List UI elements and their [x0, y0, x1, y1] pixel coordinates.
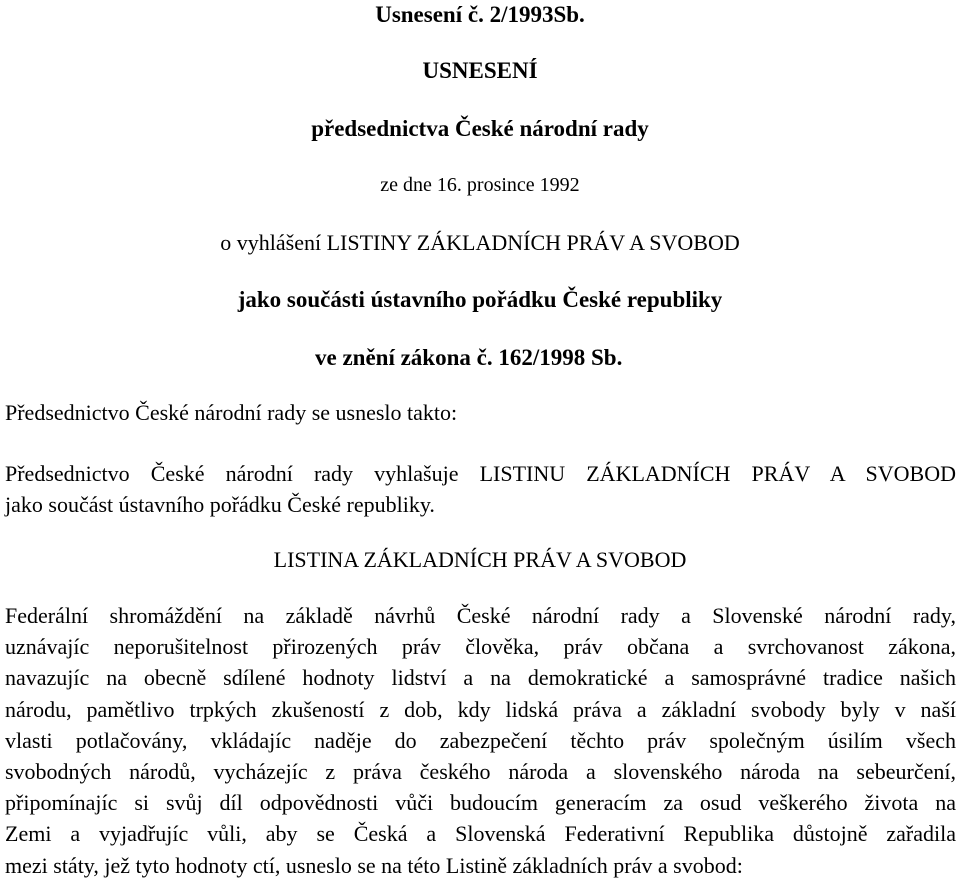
preamble-line: mezi státy, jež tyto hodnoty ctí, usneslo se na této Listině základních práv a svobod:	[5, 852, 743, 878]
resolution-heading: USNESENÍ	[422, 58, 538, 83]
preamble-line: navazujíc na obecně sdílené hodnoty lidství a na demokratické a samosprávné tradice našich	[5, 665, 956, 691]
preamble-line: uznávajíc neporušitelnost přirozených práv člověka, práv občana a svrchovanost zákona,	[5, 634, 956, 660]
issuer-line: předsednictva České národní rady	[311, 116, 649, 141]
proclamation-line: Předsednictvo České národní rady vyhlašuje LISTINU ZÁKLADNÍCH PRÁV A SVOBOD	[5, 461, 956, 486]
preamble-paragraph	[5, 600, 956, 881]
preamble-line: národu, pamětlivo trpkých zkušeností z dob, kdy lidská práva a základní svobody byly v naší	[5, 696, 956, 722]
preamble-line: Zemi a vyjadřujíc vůli, aby se Česká a Slovenská Federativní Republika důstojně zařadila	[5, 821, 956, 847]
charter-title: LISTINA ZÁKLADNÍCH PRÁV A SVOBOD	[273, 547, 687, 572]
date-line: ze dne 16. prosince 1992	[380, 174, 580, 196]
subject-line-2: jako součásti ústavního pořádku České republiky	[237, 287, 723, 312]
preamble-line: svobodných národů, vycházejíc z práva českého národa a slovenského národa na sebeurčení,	[5, 759, 956, 785]
document-title: Usnesení č. 2/1993Sb.	[375, 2, 585, 27]
preamble-line: Federální shromáždění na základě návrhů České národní rady a Slovenské národní rady,	[5, 603, 956, 628]
proclamation-paragraph	[5, 458, 956, 520]
amendment-line: ve znění zákona č. 162/1998 Sb.	[315, 345, 623, 370]
subject-line-1: o vyhlášení LISTINY ZÁKLADNÍCH PRÁV A SVOBOD	[220, 230, 740, 255]
proclamation-line: jako součást ústavního pořádku České republiky.	[5, 492, 435, 518]
preamble-line: vlasti potlačovány, vkládajíc naděje do zabezpečení těchto práv společným úsilím všech	[5, 727, 956, 753]
preamble-line: připomínajíc si svůj díl odpovědnosti vůči budoucím generacím za osud veškerého života na	[5, 790, 956, 816]
resolution-intro: Předsednictvo České národní rady se usneslo takto:	[5, 400, 458, 425]
